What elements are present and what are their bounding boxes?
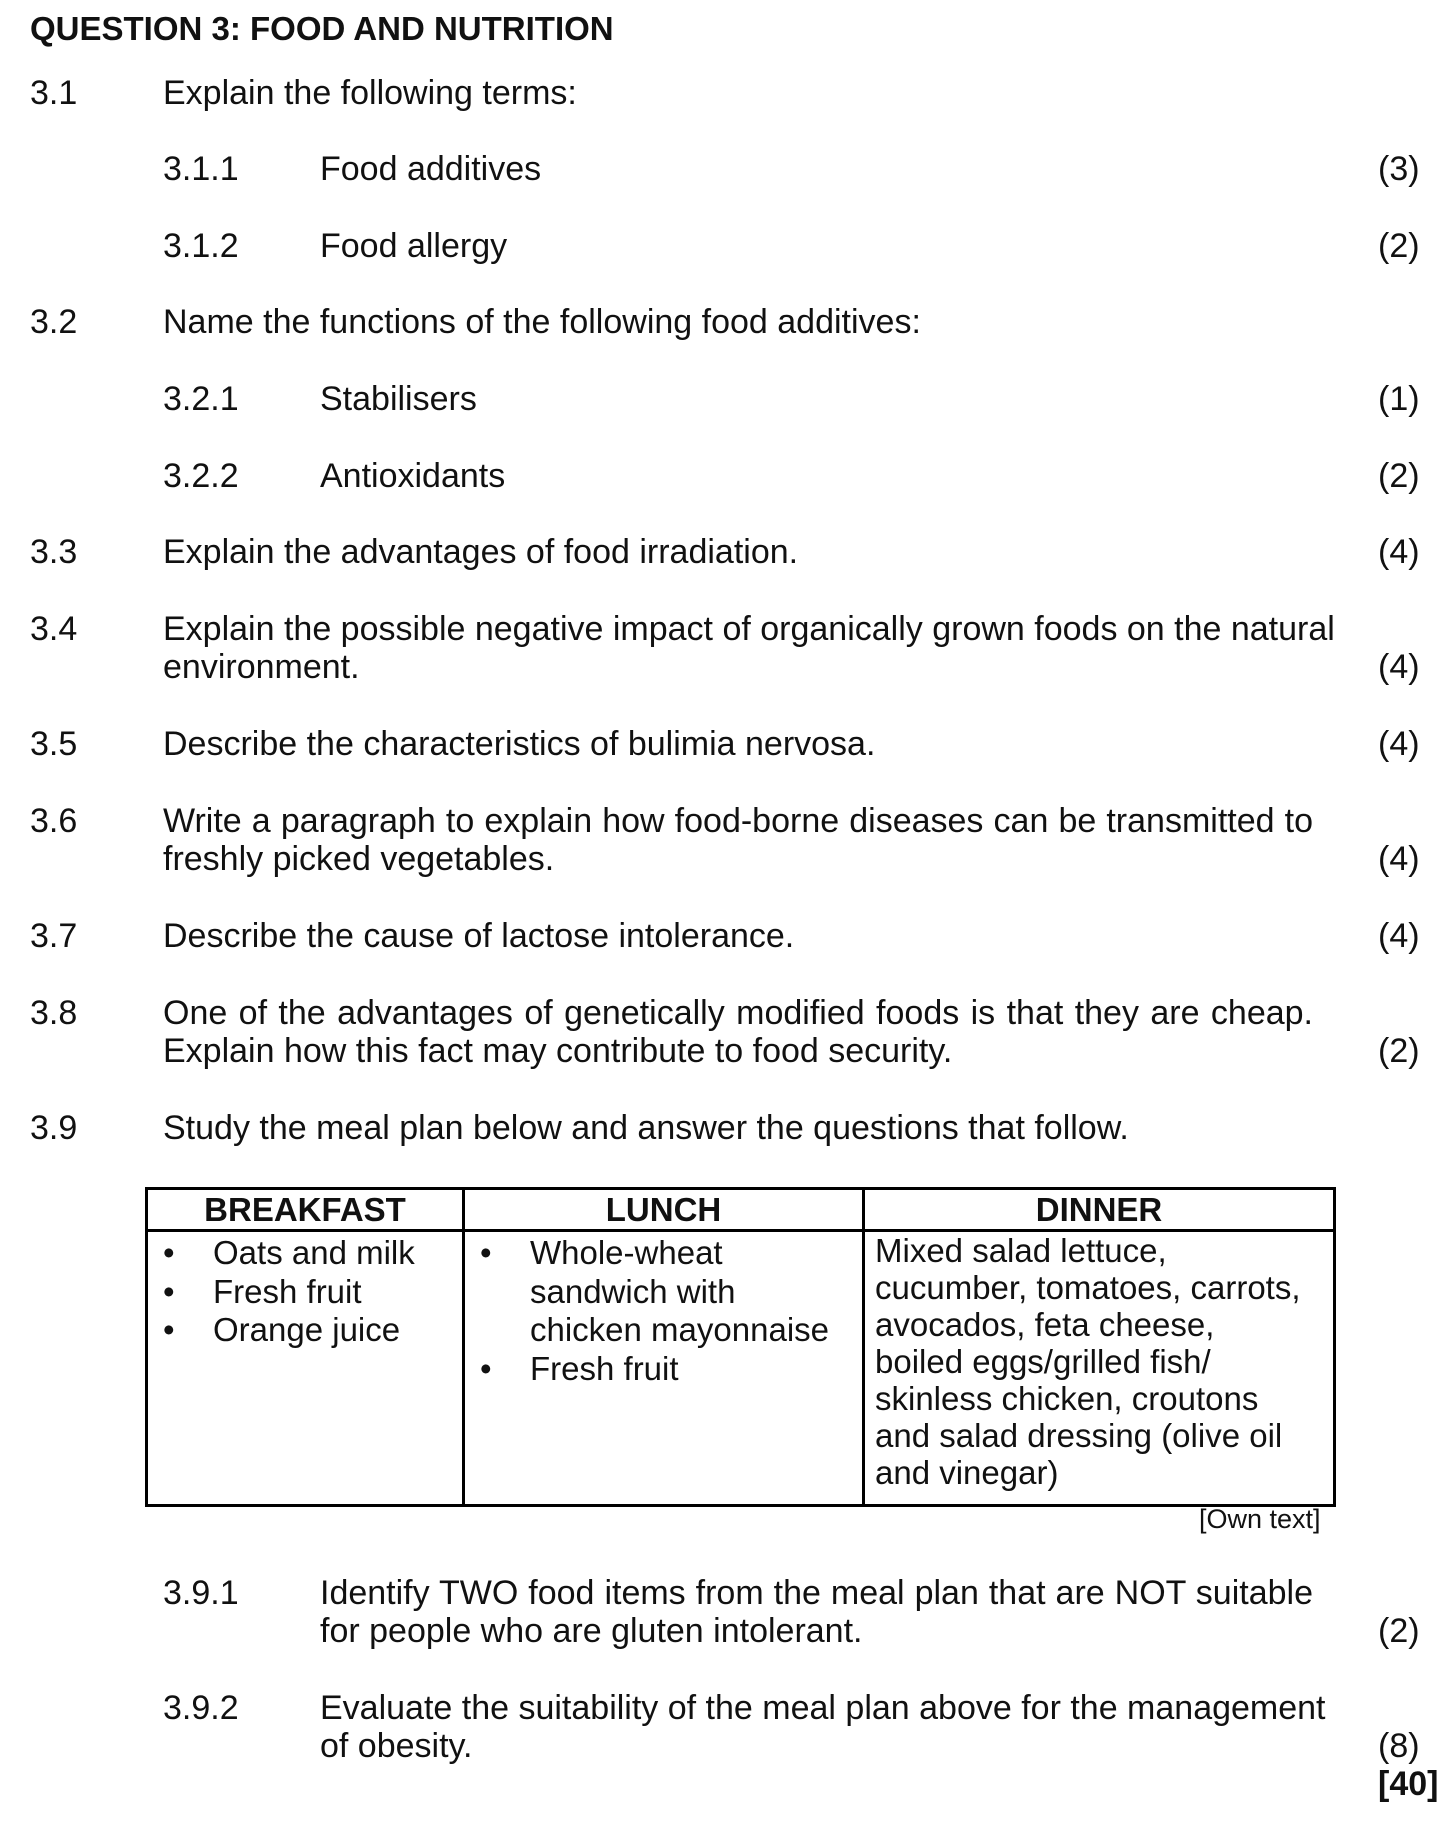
question-number: 3.7 [30, 917, 78, 955]
list-item: • Whole-wheat sandwich with chicken mayonnaise [480, 1234, 829, 1348]
subquestion-text: Food additives [320, 150, 542, 188]
question-text-line: environment. [163, 648, 360, 686]
subquestion-text: Food allergy [320, 227, 508, 265]
mark-allocation: (2) [1378, 1612, 1420, 1650]
mark-allocation: (4) [1378, 917, 1420, 955]
question-text-line: Explain how this fact may contribute to food security. [163, 1032, 953, 1070]
question-text: Describe the characteristics of bulimia nervosa. [163, 725, 876, 763]
dinner-cell [864, 1231, 1335, 1506]
mark-allocation: (4) [1378, 840, 1420, 878]
subquestion-text-line: Evaluate the suitability of the meal plan above for the management [320, 1689, 1326, 1727]
dinner-line: boiled eggs/grilled fish/ [875, 1343, 1211, 1380]
breakfast-list [158, 1234, 452, 1350]
subquestion-number: 3.9.1 [163, 1574, 239, 1612]
mark-allocation: (1) [1378, 380, 1420, 418]
dinner-line: Mixed salad lettuce, [875, 1232, 1167, 1269]
question-text: Explain the advantages of food irradiation. [163, 533, 799, 571]
question-number: 3.6 [30, 802, 78, 840]
question-text-line: Write a paragraph to explain how food-borne diseases can be transmitted to [163, 802, 1313, 840]
bullet-icon: • [163, 1311, 175, 1348]
mark-allocation: (3) [1378, 150, 1420, 188]
subquestion-number: 3.9.2 [163, 1689, 239, 1727]
subquestion-text-line: of obesity. [320, 1727, 473, 1765]
subquestion-text: Antioxidants [320, 457, 506, 495]
subquestion-number: 3.2.1 [163, 380, 239, 418]
question-text-line: One of the advantages of genetically modified foods is that they are cheap. [163, 994, 1313, 1032]
question-text: Study the meal plan below and answer the questions that follow. [163, 1109, 1129, 1147]
source-citation: [Own text] [1199, 1504, 1321, 1534]
question-number: 3.9 [30, 1109, 78, 1147]
list-item: • Oats and milk [163, 1234, 415, 1271]
mark-allocation: (4) [1378, 533, 1420, 571]
list-item: • Orange juice [163, 1311, 401, 1348]
subquestion-number: 3.1.2 [163, 227, 239, 265]
breakfast-cell [147, 1231, 464, 1506]
question-number: 3.2 [30, 303, 78, 341]
dinner-line: and salad dressing (olive oil [875, 1417, 1283, 1454]
bullet-icon: • [163, 1234, 175, 1271]
question-text-line: freshly picked vegetables. [163, 840, 555, 878]
mark-allocation: (2) [1378, 227, 1420, 265]
mark-allocation: (2) [1378, 1032, 1420, 1070]
question-number: 3.4 [30, 610, 78, 648]
question-text: Name the functions of the following food additives: [163, 303, 921, 341]
header-dinner: DINNER [864, 1189, 1335, 1231]
subquestion-text-line: Identify TWO food items from the meal plan that are NOT suitable [320, 1574, 1313, 1612]
lunch-list [475, 1234, 852, 1388]
mark-allocation: (4) [1378, 648, 1420, 686]
dinner-line: and vinegar) [875, 1454, 1059, 1491]
question-number: 3.3 [30, 533, 78, 571]
subquestion-text: Stabilisers [320, 380, 477, 418]
question-number: 3.1 [30, 74, 78, 112]
bullet-icon: • [163, 1272, 175, 1310]
mark-allocation: (4) [1378, 725, 1420, 763]
list-item: • Fresh fruit [480, 1349, 679, 1387]
table-header-row [147, 1189, 1335, 1231]
dinner-line: skinless chicken, croutons [875, 1380, 1259, 1417]
dinner-line: avocados, feta cheese, [875, 1306, 1215, 1343]
meal-plan-table [145, 1187, 1336, 1507]
bullet-icon: • [480, 1234, 492, 1271]
header-lunch: LUNCH [464, 1189, 864, 1231]
list-item: • Fresh fruit [163, 1272, 362, 1310]
dinner-line: cucumber, tomatoes, carrots, [875, 1269, 1301, 1306]
question-number: 3.5 [30, 725, 78, 763]
page-title: QUESTION 3: FOOD AND NUTRITION [30, 10, 614, 47]
question-number: 3.8 [30, 994, 78, 1032]
mark-allocation: (8) [1378, 1727, 1420, 1765]
question-text-line: Explain the possible negative impact of organically grown foods on the natural [163, 610, 1335, 648]
question-text: Explain the following terms: [163, 74, 577, 112]
subquestion-number: 3.2.2 [163, 457, 239, 495]
lunch-cell [464, 1231, 864, 1506]
header-breakfast: BREAKFAST [147, 1189, 464, 1231]
mark-allocation: (2) [1378, 457, 1420, 495]
table-row [147, 1231, 1335, 1506]
subquestion-text-line: for people who are gluten intolerant. [320, 1612, 863, 1650]
bullet-icon: • [480, 1349, 492, 1387]
subquestion-number: 3.1.1 [163, 150, 239, 188]
question-text: Describe the cause of lactose intolerance. [163, 917, 795, 955]
question-total: [40] [1378, 1765, 1438, 1803]
